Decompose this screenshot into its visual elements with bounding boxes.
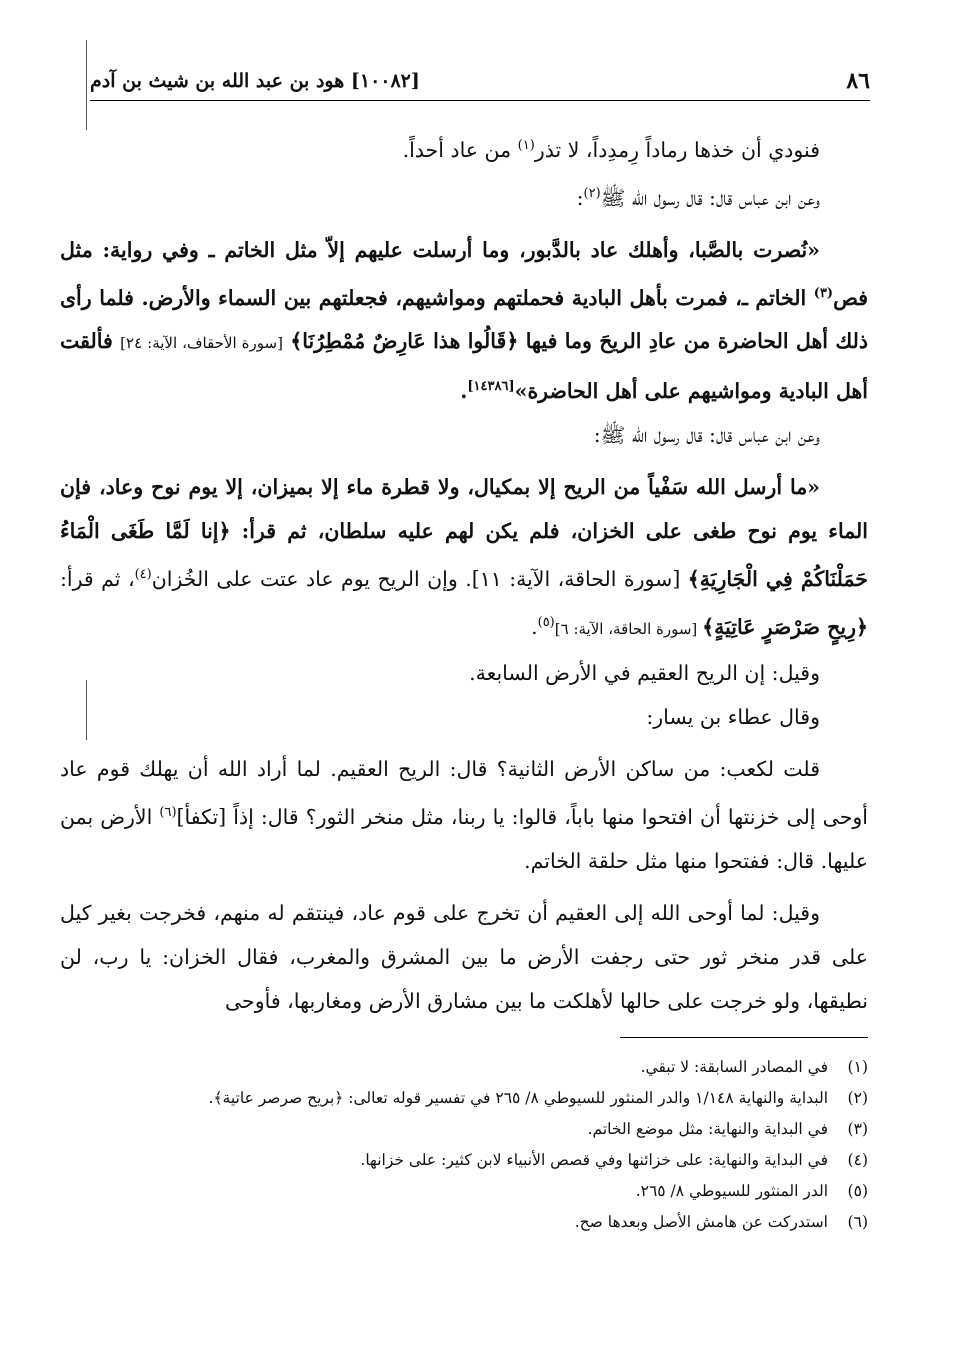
paragraph-2: وعن ابن عباس قال: قال رسول الله ﷺ$^{(٢)}$: [576, 185, 820, 210]
footnote-item: (٣) في البداية والنهاية: مثل موضع الخاتم. [587, 1120, 868, 1138]
running-title: [١٠٠٨٢] هود بن عبد الله بن شيث بن آدم [90, 70, 420, 92]
footnote-ref[interactable]: (١) [517, 138, 535, 153]
footnote-item: (١) في المصادر السابقة: لا تبقي. [640, 1058, 868, 1076]
page-number: ٨٦ [846, 68, 870, 94]
footnote-separator [620, 1037, 868, 1038]
footnote-ref[interactable]: (٣) [813, 285, 834, 301]
footnote-item: (٤) في البداية والنهاية: على خزائنها وفي قصص الأنبياء لابن كثير: على خزانها. [360, 1151, 868, 1169]
footnote-ref[interactable]: (٢) [583, 185, 601, 201]
page-header [90, 62, 870, 101]
main-text [60, 124, 868, 1023]
quran-source: [سورة الأحقاف، الآية: ٢٤] [120, 334, 283, 353]
paragraph-1: فنودي أن خذها رماداً رِمدِداً، لا تذر$^{(١)}$ من عاد أحداً. [402, 137, 820, 162]
footnote-item: (٦) استدركت عن هامش الأصل وبعدها صح. [574, 1213, 868, 1231]
footnote-ref[interactable]: (٦) [159, 804, 177, 820]
paragraph-8: قلت لكعب: من ساكن الأرض الثانية؟ قال: الريح العقيم. لما أراد الله أن يهلك قوم عاد أوحى إلى خزنتها أن افتحوا منها باباً، قالوا: يا ربنا، مثل منخر الثور؟ قال: إذاً [تكفأ]$^{(٦)}$ الأرض بمن عليها. قال: ففتحوا منها مثل حلقة الخاتم. [60, 756, 868, 873]
hadith-1: «نُصرت بالصَّبا، وأهلك عاد بالدَّبور، وما أرسلت عليهم إلاّ مثل الخاتم ـ وفي رواية: مثل فص$^{(٣)}$ الخاتم ـ، فمرت بأهل البادية فحملتهم ومواشيهم، فجعلتهم بين السماء والأرض. فلما رأى ذلك أهل الحاضرة من عادِ الريحَ وما فيها ﴿قَالُوا هذا عَارِضٌ مُمْطِرُنَا﴾ [سورة الأحقاف، الآية: ٢٤] فألقت أهل البادية ومواشيهم على أهل الحاضرة»[١٤٣٨٦]. [60, 237, 868, 404]
footnotes [120, 1052, 868, 1238]
paragraph-4: وعن ابن عباس قال: قال رسول الله ﷺ: [593, 423, 820, 448]
hadith-number: [١٤٣٨٦] [467, 379, 515, 395]
footnote-ref[interactable]: (٥) [537, 615, 555, 631]
hadith-2: «ما أرسل الله سَفْياً من الريح إلا بمكيال، ولا قطرة ماء إلا بميزان، إلا يوم نوح وعاد، فإن الماء يوم نوح طغى على الخزان، فلم يكن لهم عليه سلطان، ثم قرأ: ﴿إنا لَمَّا طَغَى الْمَاءُ حَمَلْنَاكُمْ فِي الْجَارِيَةِ﴾ [سورة الحاقة، الآية: ١١]. وإن الريح يوم عاد عتت على الخُزان$^{(٤)}$، ثم قرأ: ﴿رِيحٍ صَرْصَرٍ عَاتِيَةٍ﴾ [سورة الحاقة، الآية: ٦]$^{(٥)}$. [60, 475, 868, 639]
paragraph-6: وقيل: إن الريح العقيم في الأرض السابعة. [469, 660, 820, 685]
footnote-item: (٥) الدر المنثور للسيوطي ٨/ ٢٦٥. [635, 1182, 868, 1200]
paragraph-9: وقيل: لما أوحى الله إلى العقيم أن تخرج على قوم عاد، فينتقم له منهم، فخرجت بغير كيل على قدر منخر ثور حتى رجفت الأرض ما بين المشرق والمغرب، فقال الخزان: يا رب، لن نطيقها، ولو خرجت على حالها لأهلكت ما بين مشارق الأرض ومغاربها، فأوحى [60, 900, 868, 1013]
footnote-ref[interactable]: (٤) [134, 567, 152, 583]
footnote-item: (٢) البداية والنهاية ١/١٤٨ والدر المنثور للسيوطي ٨/ ٢٦٥ في تفسير قوله تعالى: ﴿بريح صرصر عاتية﴾. [208, 1089, 868, 1107]
paragraph-7: وقال عطاء بن يسار: [646, 704, 820, 729]
scan-margin-line [86, 40, 87, 130]
